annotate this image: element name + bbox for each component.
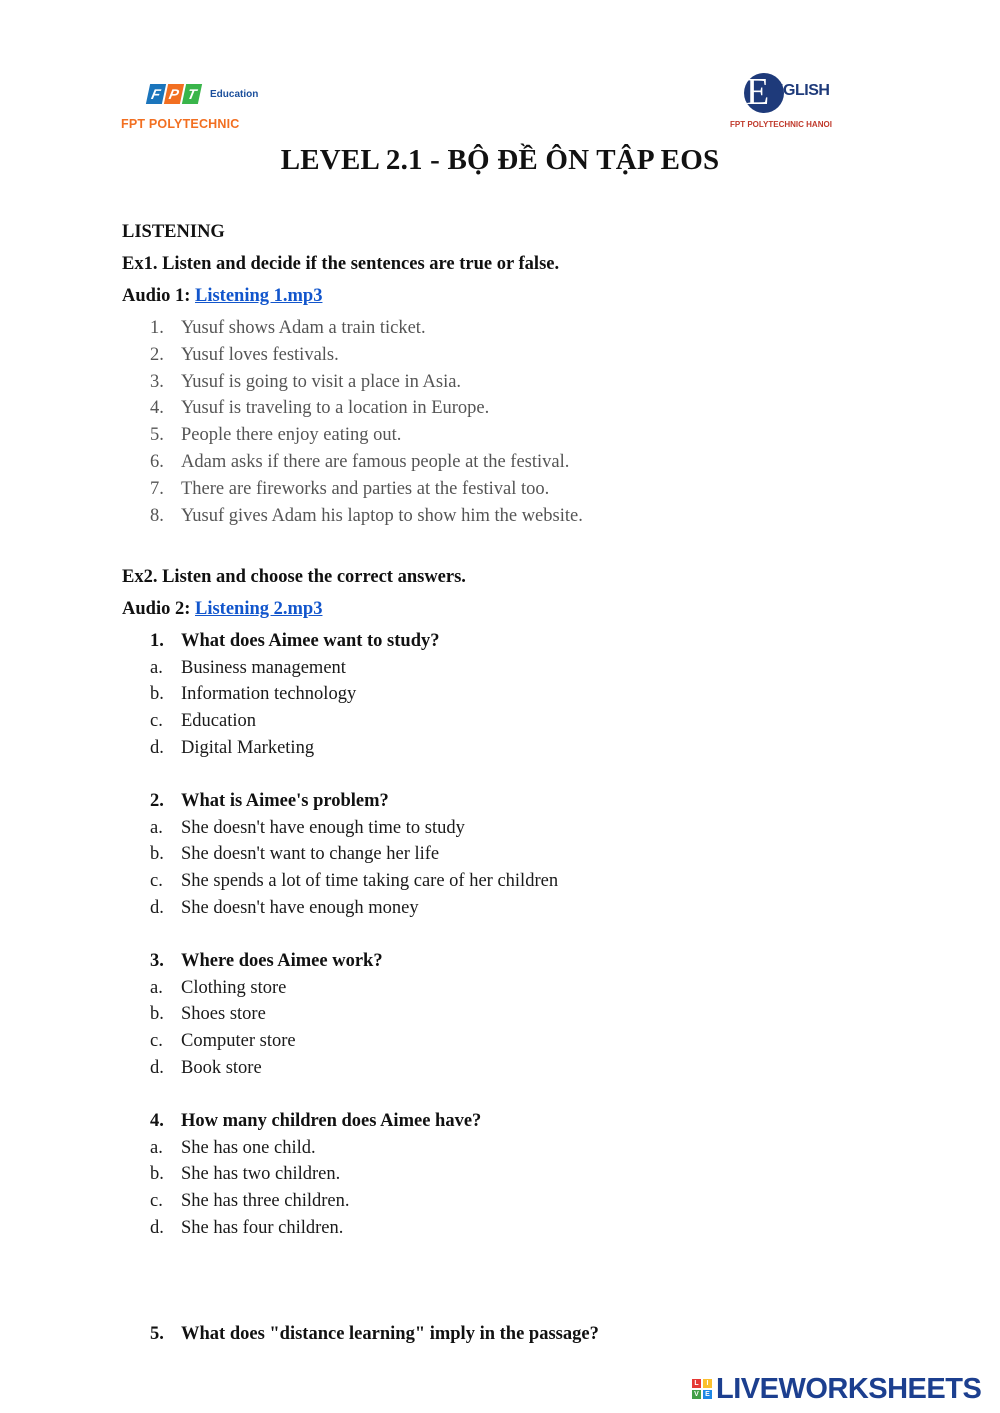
option-text: Education	[181, 711, 257, 732]
option-text: Book store	[181, 1057, 262, 1078]
option-text: Computer store	[181, 1031, 296, 1052]
option-letter: c.	[150, 1191, 163, 1212]
list-item-number: 4.	[150, 398, 164, 419]
question-4	[150, 1108, 850, 1241]
english-logo	[726, 70, 856, 132]
fpt-block-p: P	[164, 84, 184, 104]
question-heading	[150, 788, 850, 815]
answer-option[interactable]	[150, 841, 850, 868]
question-number: 3.	[150, 951, 164, 971]
option-letter: b.	[150, 844, 164, 865]
option-letter: a.	[150, 657, 163, 678]
answer-option[interactable]	[150, 1001, 850, 1028]
list-item-text: Yusuf loves festivals.	[181, 344, 339, 365]
question-number: 5.	[150, 1324, 164, 1344]
option-text: Digital Marketing	[181, 737, 315, 758]
lw-cell-v: V	[692, 1390, 701, 1399]
fpt-education-text: Education	[210, 89, 259, 100]
question-heading	[150, 948, 850, 975]
answer-option[interactable]	[150, 868, 850, 895]
question-heading	[150, 628, 850, 655]
answer-option[interactable]	[150, 708, 850, 735]
option-letter: c.	[150, 871, 163, 892]
option-text: She doesn't want to change her life	[181, 844, 440, 865]
question-text: What does "distance learning" imply in the passage?	[181, 1324, 599, 1344]
option-text: She doesn't have enough time to study	[181, 817, 465, 838]
option-text: She doesn't have enough money	[181, 897, 419, 918]
question-1	[150, 628, 850, 761]
option-letter: d.	[150, 737, 164, 758]
answer-option[interactable]	[150, 681, 850, 708]
question-text: What is Aimee's problem?	[181, 791, 389, 811]
listening-heading: LISTENING	[122, 222, 225, 242]
option-letter: b.	[150, 1004, 164, 1025]
lw-cell-i: I	[703, 1379, 712, 1388]
option-text: She has two children.	[181, 1164, 341, 1185]
question-heading	[150, 1108, 850, 1135]
answer-option[interactable]	[150, 1188, 850, 1215]
question-2	[150, 788, 850, 921]
option-letter: b.	[150, 1164, 164, 1185]
list-item-text: There are fireworks and parties at the festival too.	[181, 478, 550, 499]
ex2-audio-line	[122, 599, 322, 620]
list-item-text: People there enjoy eating out.	[181, 425, 402, 446]
question-text: Where does Aimee work?	[181, 951, 383, 971]
list-item-text: Adam asks if there are famous people at the festival.	[181, 451, 570, 472]
option-text: She spends a lot of time taking care of her children	[181, 871, 559, 892]
question-number: 1.	[150, 631, 164, 651]
option-letter: d.	[150, 897, 164, 918]
answer-option[interactable]	[150, 1215, 850, 1242]
answer-option[interactable]	[150, 735, 850, 762]
list-item-text: Yusuf is going to visit a place in Asia.	[181, 371, 462, 392]
option-letter: c.	[150, 1031, 163, 1052]
option-letter: a.	[150, 817, 163, 838]
list-item	[150, 449, 850, 476]
english-logo-text: NGLISH	[772, 82, 830, 99]
list-item-number: 3.	[150, 371, 164, 392]
question-3	[150, 948, 850, 1081]
liveworksheets-brand: LIVEWORKSHEETS	[716, 1372, 982, 1405]
option-text: Shoes store	[181, 1004, 266, 1025]
answer-option[interactable]	[150, 1028, 850, 1055]
fpt-education-logo	[120, 80, 270, 136]
option-letter: a.	[150, 977, 163, 998]
list-item-number: 8.	[150, 505, 164, 526]
fpt-block-f: F	[146, 84, 166, 104]
option-text: Business management	[181, 657, 346, 678]
list-item	[150, 315, 850, 342]
answer-option[interactable]	[150, 655, 850, 682]
ex1-audio-label: Audio 1:	[122, 286, 195, 306]
answer-option[interactable]	[150, 1055, 850, 1082]
list-item-text: Yusuf shows Adam a train ticket.	[181, 318, 426, 338]
liveworksheets-logo	[692, 1373, 981, 1405]
list-item	[150, 395, 850, 422]
list-item-number: 5.	[150, 425, 164, 446]
list-item-number: 2.	[150, 344, 164, 365]
option-text: She has one child.	[181, 1137, 316, 1158]
list-item-text: Yusuf gives Adam his laptop to show him the website.	[181, 505, 583, 526]
option-letter: d.	[150, 1057, 164, 1078]
question-5	[150, 1321, 850, 1348]
list-item	[150, 476, 850, 503]
ex2-title: Ex2. Listen and choose the correct answers.	[122, 567, 466, 587]
ex1-statement-list	[150, 315, 850, 529]
answer-option[interactable]	[150, 895, 850, 922]
english-logo-initial: E	[746, 71, 770, 113]
question-heading	[150, 1321, 850, 1348]
option-letter: a.	[150, 1137, 163, 1158]
question-text: How many children does Aimee have?	[181, 1111, 482, 1131]
lw-cell-e: E	[703, 1390, 712, 1399]
option-text: She has three children.	[181, 1191, 350, 1212]
english-logo-subtitle: FPT POLYTECHNIC HANOI	[730, 120, 832, 129]
list-item	[150, 342, 850, 369]
list-item	[150, 422, 850, 449]
answer-option[interactable]	[150, 815, 850, 842]
option-text: She has four children.	[181, 1217, 344, 1238]
fpt-block-t: T	[182, 84, 202, 104]
option-letter: b.	[150, 684, 164, 705]
liveworksheets-grid-icon	[692, 1379, 712, 1399]
lw-cell-l: L	[692, 1379, 701, 1388]
list-item-number: 7.	[150, 478, 164, 499]
option-text: Clothing store	[181, 977, 287, 998]
fpt-polytechnic-text: FPT POLYTECHNIC	[121, 117, 240, 131]
question-text: What does Aimee want to study?	[181, 631, 440, 651]
ex1-audio-line	[122, 286, 322, 307]
answer-option[interactable]	[150, 975, 850, 1002]
option-letter: c.	[150, 711, 163, 732]
question-number: 2.	[150, 791, 164, 811]
fpt-blocks	[148, 84, 200, 106]
list-item	[150, 369, 850, 396]
list-item-number: 6.	[150, 451, 164, 472]
option-letter: d.	[150, 1217, 164, 1238]
ex1-title: Ex1. Listen and decide if the sentences are true or false.	[122, 254, 560, 274]
list-item	[150, 503, 850, 530]
answer-option[interactable]	[150, 1135, 850, 1162]
option-text: Information technology	[181, 684, 357, 705]
answer-option[interactable]	[150, 1161, 850, 1188]
ex2-audio-label: Audio 2:	[122, 599, 195, 619]
question-number: 4.	[150, 1111, 164, 1131]
page-title: LEVEL 2.1 - BỘ ĐỀ ÔN TẬP EOS	[280, 144, 720, 176]
list-item-text: Yusuf is traveling to a location in Europe.	[181, 398, 490, 419]
ex2-audio-link[interactable]: Listening 2.mp3	[195, 599, 323, 619]
ex1-audio-link[interactable]: Listening 1.mp3	[195, 286, 323, 306]
list-item-number: 1.	[150, 318, 164, 338]
